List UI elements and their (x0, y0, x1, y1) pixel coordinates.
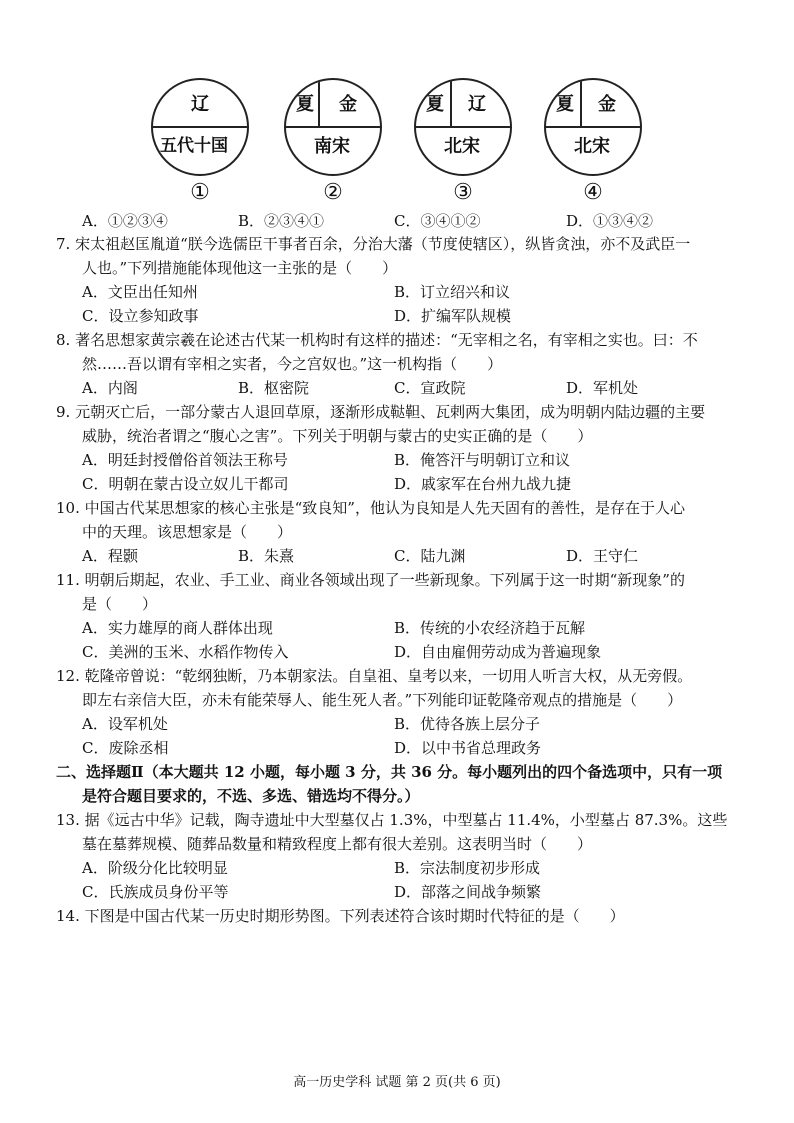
q10-line-1: 10. 中国古代某思想家的核心主张是“致良知”，他认为良知是人先天固有的善性，是存在于人心 (56, 499, 685, 517)
circle-2 (283, 78, 383, 204)
circle-3-number: ③ (453, 180, 473, 205)
q10-line-2: 中的天理。该思想家是（ ） (82, 523, 293, 541)
circle-4 (543, 78, 643, 204)
circle-4-number: ④ (583, 180, 603, 205)
q11-option-c: C．美洲的玉米、水稻作物传入 (82, 643, 289, 661)
q6-option-b: B．②③④① (238, 212, 325, 230)
circle-1 (150, 78, 250, 204)
section-2-heading-line-2: 是符合题目要求的，不选、多选、错选均不得分。） (82, 787, 420, 805)
q12-option-c: C．废除丞相 (82, 739, 169, 757)
q6-option-d: D．①③④② (566, 212, 654, 230)
q8-option-a: A．内阁 (82, 379, 138, 397)
q10-option-b: B．朱熹 (238, 547, 295, 565)
q7-option-c: C．设立参知政事 (82, 307, 199, 325)
q13-option-b: B．宗法制度初步形成 (394, 859, 541, 877)
circle-3-top-right: 辽 (468, 94, 486, 115)
q9-option-b: B．俺答汗与明朝订立和议 (394, 451, 571, 469)
q11-line-2: 是（ ） (82, 595, 158, 613)
circle-3-bottom: 北宋 (444, 136, 480, 157)
dynasty-circles-figure (150, 78, 670, 208)
q7-line-2: 人也。”下列措施能体现他这一主张的是（ ） (82, 259, 398, 277)
q9-line-1: 9. 元朝灭亡后，一部分蒙古人退回草原，逐渐形成鞑靼、瓦剌两大集团，成为明朝内陆边疆的主要 (56, 403, 706, 421)
circle-3-top-left: 夏 (426, 94, 444, 115)
q13-option-d: D．部落之间战争频繁 (394, 883, 542, 901)
circle-2-top-right: 金 (339, 94, 357, 115)
q13-line-2: 墓在墓葬规模、随葬品数量和精致程度上都有很大差别。这表明当时（ ） (82, 835, 593, 853)
q10-option-a: A．程颢 (82, 547, 138, 565)
q7-option-d: D．扩编军队规模 (394, 307, 512, 325)
q9-option-d: D．戚家军在台州九战九捷 (394, 475, 572, 493)
circle-2-bottom: 南宋 (314, 136, 350, 157)
q9-option-c: C．明朝在蒙古设立奴儿干都司 (82, 475, 289, 493)
q7-option-a: A．文臣出任知州 (82, 283, 198, 301)
q11-option-b: B．传统的小农经济趋于瓦解 (394, 619, 586, 637)
q8-option-b: B．枢密院 (238, 379, 310, 397)
q12-option-b: B．优待各族上层分子 (394, 715, 541, 733)
q11-option-a: A．实力雄厚的商人群体出现 (82, 619, 273, 637)
q7-line-1: 7. 宋太祖赵匡胤道“朕今选儒臣干事者百余，分治大藩（节度使辖区），纵皆贪浊，亦不及武臣一 (56, 235, 691, 253)
circle-1-top: 辽 (191, 94, 209, 115)
circle-2-number: ② (323, 180, 343, 205)
q10-option-c: C．陆九渊 (394, 547, 466, 565)
q8-option-c: C．宣政院 (394, 379, 466, 397)
circle-3 (413, 78, 513, 204)
q13-option-a: A．阶级分化比较明显 (82, 859, 228, 877)
q12-line-1: 12. 乾隆帝曾说：“乾纲独断，乃本朝家法。自皇祖、皇考以来，一切用人听言大权，从无旁假。 (56, 667, 693, 685)
q13-line-1: 13. 据《远古中华》记载，陶寺遗址中大型墓仅占 1.3%，中型墓占 11.4%，小型墓占 87.3%。这些 (56, 811, 728, 829)
q6-option-a: A．①②③④ (82, 212, 168, 230)
q7-option-b: B．订立绍兴和议 (394, 283, 511, 301)
q14-line-1: 14. 下图是中国古代某一历史时期形势图。下列表述符合该时期时代特征的是（ ） (56, 907, 625, 925)
circle-4-top-right: 金 (598, 94, 616, 115)
q6-option-c: C．③④①② (394, 212, 481, 230)
circle-1-bottom: 五代十国 (160, 136, 228, 156)
circle-1-number: ① (190, 180, 210, 205)
q8-option-d: D．军机处 (566, 379, 639, 397)
q8-line-2: 然……吾以谓有宰相之实者，今之宫奴也。”这一机构指（ ） (82, 355, 503, 373)
q12-line-2: 即左右亲信大臣，亦未有能荣辱人、能生死人者。”下列能印证乾隆帝观点的措施是（ ） (82, 691, 683, 709)
q13-option-c: C．氏族成员身份平等 (82, 883, 229, 901)
q12-option-d: D．以中书省总理政务 (394, 739, 542, 757)
q10-option-d: D．王守仁 (566, 547, 639, 565)
page-footer: 高一历史学科 试题 第 2 页(共 6 页) (293, 1075, 501, 1090)
q9-line-2: 威胁，统治者谓之“腹心之害”。下列关于明朝与蒙古的史实正确的是（ ） (82, 427, 593, 445)
q9-option-a: A．明廷封授僧俗首领法王称号 (82, 451, 288, 469)
section-2-heading-line-1: 二、选择题Ⅱ（本大题共 12 小题，每小题 3 分，共 36 分。每小题列出的四个备选项中，只有一项 (56, 763, 723, 781)
q12-option-a: A．设军机处 (82, 715, 168, 733)
circle-4-top-left: 夏 (556, 94, 574, 115)
circle-2-top-left: 夏 (296, 94, 314, 115)
q8-line-1: 8. 著名思想家黄宗羲在论述古代某一机构时有这样的描述：“无宰相之名，有宰相之实也。曰：不 (56, 331, 698, 349)
q11-option-d: D．自由雇佣劳动成为普遍现象 (394, 643, 602, 661)
q11-line-1: 11. 明朝后期起，农业、手工业、商业各领域出现了一些新现象。下列属于这一时期“新现象”的 (56, 571, 685, 589)
circle-4-bottom: 北宋 (574, 136, 610, 157)
